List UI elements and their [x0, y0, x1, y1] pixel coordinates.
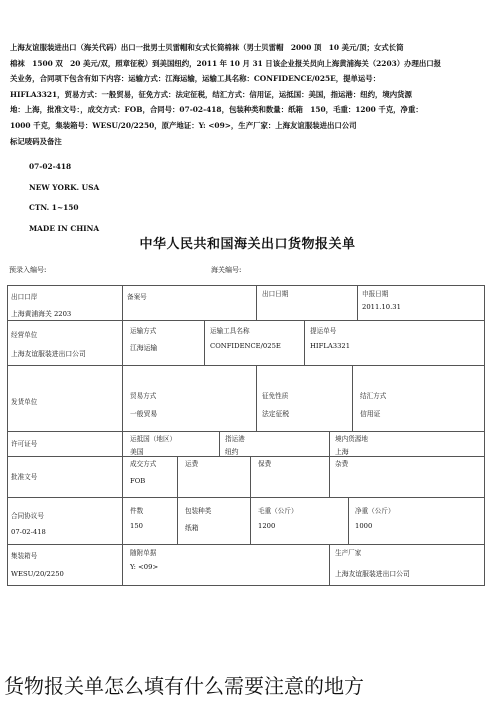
pieces-value: 150 [130, 522, 143, 530]
package-type-label: 包装种类 [185, 507, 212, 515]
shipping-marks [29, 157, 99, 239]
manufacturer-label: 生产厂家 [335, 549, 362, 557]
settlement-label: 结汇方式 [360, 392, 387, 400]
column-divider [204, 320, 205, 365]
declare-date-label: 申报日期 [362, 290, 389, 298]
intro-line: 关业务，合同项下包含有如下内容：运输方式：江海运输，运输工具名称：CONFIDENCE/025E，提单运号： [10, 74, 381, 83]
transport-mode-value: 江海运输 [130, 344, 158, 352]
mark-line: NEW YORK. USA [29, 182, 100, 192]
column-divider [256, 365, 257, 431]
contract-number-label: 合同协议号 [11, 512, 44, 520]
shipper-label: 发货单位 [11, 398, 38, 406]
net-weight-label: 净重（公斤） [355, 507, 395, 515]
container-number-label: 集装箱号 [11, 552, 38, 560]
levy-nature-value: 法定征税 [262, 410, 290, 418]
attached-docs-label: 随附单据 [130, 549, 157, 557]
column-divider [177, 456, 178, 544]
transport-mode-label: 运输方式 [130, 327, 157, 335]
goods-source-label: 境内货源地 [335, 435, 368, 443]
bill-of-lading-label: 提运单号 [310, 327, 337, 335]
freight-label: 运费 [185, 460, 199, 468]
declare-date-value: 2011.10.31 [362, 303, 401, 311]
column-divider [348, 497, 349, 544]
case-description [10, 40, 485, 133]
row-divider [8, 431, 484, 432]
goods-source-value: 上海 [335, 448, 349, 456]
port-of-destination-label: 指运港 [225, 435, 245, 443]
mark-line: MADE IN CHINA [29, 223, 100, 233]
destination-country-label: 运抵国（地区） [130, 435, 177, 443]
intro-line: HIFLA3321，贸易方式：一般贸易，征免方式：法定征税，结汇方式：信用证，运抵国：美国，指运港：纽约，境内货源 [10, 89, 412, 99]
levy-nature-label: 征免性质 [262, 392, 289, 400]
column-divider [122, 286, 123, 585]
row-divider [8, 497, 484, 498]
vessel-name-label: 运输工具名称 [210, 327, 250, 335]
declaration-form [7, 285, 485, 586]
attached-docs-value: Y: <09> [130, 563, 159, 571]
destination-country-value: 美国 [130, 448, 144, 456]
column-divider [256, 286, 257, 320]
column-divider [219, 431, 220, 456]
trade-mode-label: 贸易方式 [130, 392, 157, 400]
row-divider [8, 320, 484, 321]
business-unit-label: 经营单位 [11, 331, 38, 339]
article-caption: 货物报关单怎么填有什么需要注意的地方 [4, 674, 364, 698]
license-number-label: 许可证号 [11, 440, 38, 448]
deal-mode-label: 成交方式 [130, 460, 157, 468]
intro-line: 1000 千克，集装箱号：WESU/20/2250，原产地证：Y: <09>，生产厂家：上海友谊服装进出口公司 [10, 120, 357, 130]
container-number-value: WESU/20/2250 [11, 570, 64, 578]
bill-of-lading-value: HIFLA3321 [310, 342, 351, 350]
approval-number-label: 批准文号 [11, 473, 38, 481]
column-divider [329, 456, 330, 497]
vessel-name-value: CONFIDENCE/025E [210, 342, 281, 350]
preentry-number-label: 预录入编号: [9, 266, 47, 274]
settlement-value: 信用证 [360, 410, 381, 418]
marks-notes-title: 标记唛码及备注 [10, 137, 62, 146]
gross-weight-label: 毛重（公斤） [258, 507, 298, 515]
row-divider [8, 544, 484, 545]
intro-line: 地：上海，批准文号：，成交方式：FOB，合同号：07-02-418，包装种类和数量：纸箱 150，毛重：1200 千克，净重： [10, 105, 423, 114]
mark-line: CTN. 1~150 [29, 203, 79, 212]
intro-line: 棉袜 1500 双 20 美元/双，照章征税）到美国纽约，2011 年 10 月 31 日该企业报关员向上海黄浦海关（2203）办理出口报 [10, 58, 442, 68]
manufacturer-value: 上海友谊服装进出口公司 [335, 570, 410, 578]
row-divider [8, 456, 484, 457]
mark-line: 07-02-418 [29, 162, 72, 171]
column-divider [352, 365, 353, 431]
column-divider [329, 544, 330, 585]
gross-weight-value: 1200 [258, 522, 276, 530]
row-divider [8, 365, 484, 366]
pieces-label: 件数 [130, 507, 144, 515]
package-type-value: 纸箱 [185, 524, 199, 532]
net-weight-value: 1000 [355, 522, 373, 530]
column-divider [250, 456, 251, 544]
misc-fees-label: 杂费 [335, 460, 349, 468]
export-port-value: 上海黄浦海关 2203 [11, 310, 72, 318]
insurance-label: 保费 [258, 460, 272, 468]
form-title: 中华人民共和国海关出口货物报关单 [139, 237, 356, 252]
column-divider [357, 286, 358, 320]
contract-number-value: 07-02-418 [11, 528, 46, 536]
port-of-destination-value: 纽约 [225, 448, 239, 456]
column-divider [329, 431, 330, 456]
export-date-label: 出口日期 [262, 290, 289, 298]
column-divider [304, 320, 305, 365]
customs-number-label: 海关编号: [211, 266, 242, 274]
intro-line: 上海友谊服装进出口（海关代码）出口一批男士贝雷帽和女式长筒棉袜（男士贝雷帽 2000 顶 10 美元/顶；女式长筒 [10, 43, 404, 52]
business-unit-value: 上海友谊服装进出口公司 [11, 350, 86, 358]
trade-mode-value: 一般贸易 [130, 410, 158, 418]
deal-mode-value: FOB [130, 477, 146, 485]
export-port-label: 出口口岸 [11, 293, 38, 301]
record-number-label: 备案号 [127, 293, 147, 301]
